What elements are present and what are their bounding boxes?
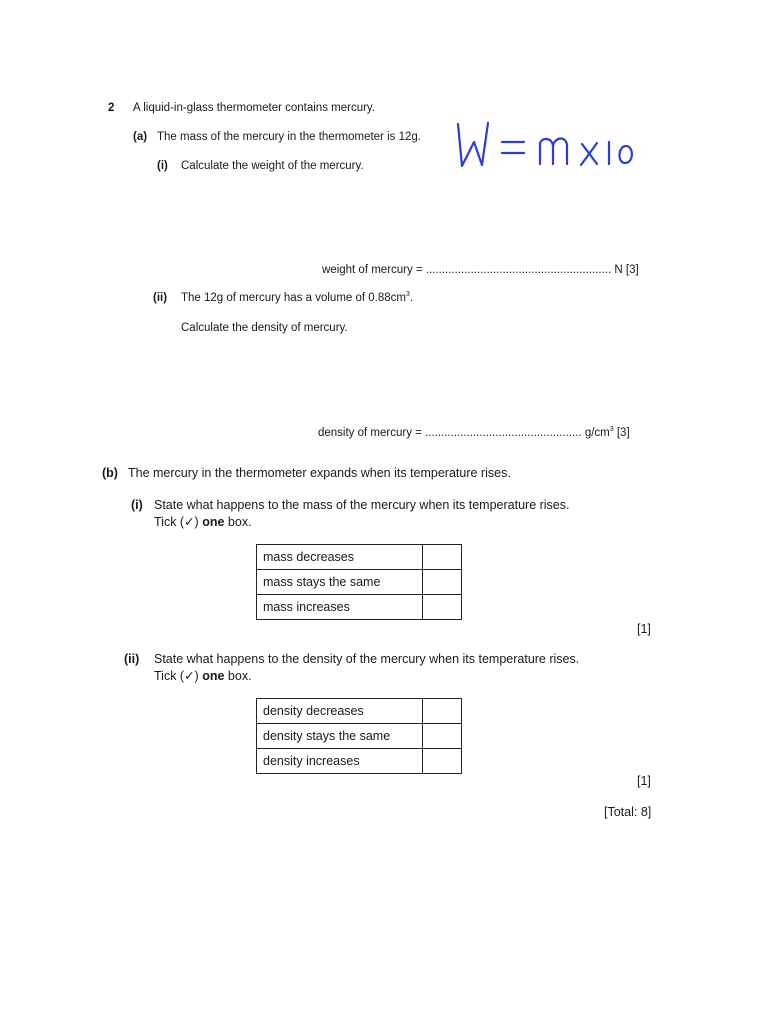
weight-answer-label: weight of mercury = [322,264,423,276]
part-a-i-text: Calculate the weight of the mercury. [181,160,364,172]
tick-box[interactable] [423,724,462,749]
table-row [257,699,462,724]
density-unit: $g/cm^3$ [584,426,614,439]
part-b-i-label: (i) [131,498,143,512]
table-row [257,545,462,570]
mass-option-label: mass stays the same [257,570,423,595]
density-options-table [256,698,462,774]
weight-unit: N [614,264,623,276]
table-row [257,595,462,620]
question-number: 2 [108,102,115,114]
density-option-label: density stays the same [257,724,423,749]
tick-box[interactable] [423,749,462,774]
density-answer-label: density of mercury = [318,427,422,439]
density-option-label: density decreases [257,699,423,724]
part-a-ii-text: The 12g of mercury has a volume of $0.88cm^3$. [181,291,414,304]
question-intro: A liquid-in-glass thermometer contains mercury. [133,102,376,114]
table-row [257,570,462,595]
part-b-ii-text: State what happens to the density of the mercury when its temperature rises. [154,652,580,666]
total-marks: [Total: 8] [604,805,652,819]
density-answer-dots[interactable]: ................................................. [425,427,582,439]
weight-answer-dots[interactable]: .......................................................... [425,264,612,276]
tick-box[interactable] [423,699,462,724]
part-a-label: (a) [133,131,148,143]
tick-box[interactable] [423,570,462,595]
part-b-ii-tick-instruction: Tick (✓) one box. [154,669,252,683]
handwritten-formula [452,118,637,174]
part-b-ii-label: (ii) [124,652,140,666]
part-b-text: The mercury in the thermometer expands when its temperature rises. [128,466,511,480]
part-b-i-tick-instruction: Tick (✓) one box. [154,515,252,529]
mass-option-label: mass increases [257,595,423,620]
part-a-ii-label: (ii) [153,292,168,304]
part-a-i-label: (i) [157,160,168,172]
table-row [257,724,462,749]
tick-box[interactable] [423,545,462,570]
weight-answer-line [322,264,639,276]
part-b-ii-marks: [1] [637,774,651,788]
part-b-i-text: State what happens to the mass of the mercury when its temperature rises. [154,498,570,512]
mass-options-table [256,544,462,620]
density-option-label: density increases [257,749,423,774]
part-a-text: The mass of the mercury in the thermometer is 12g. [157,131,421,143]
tick-box[interactable] [423,595,462,620]
density-answer-line [318,427,630,439]
table-row [257,749,462,774]
weight-marks: [3] [625,264,639,276]
density-marks: [3] [616,427,630,439]
part-a-ii-text2: Calculate the density of mercury. [181,322,348,334]
mass-option-label: mass decreases [257,545,423,570]
part-b-i-marks: [1] [637,622,651,636]
part-b-label: (b) [102,466,118,480]
